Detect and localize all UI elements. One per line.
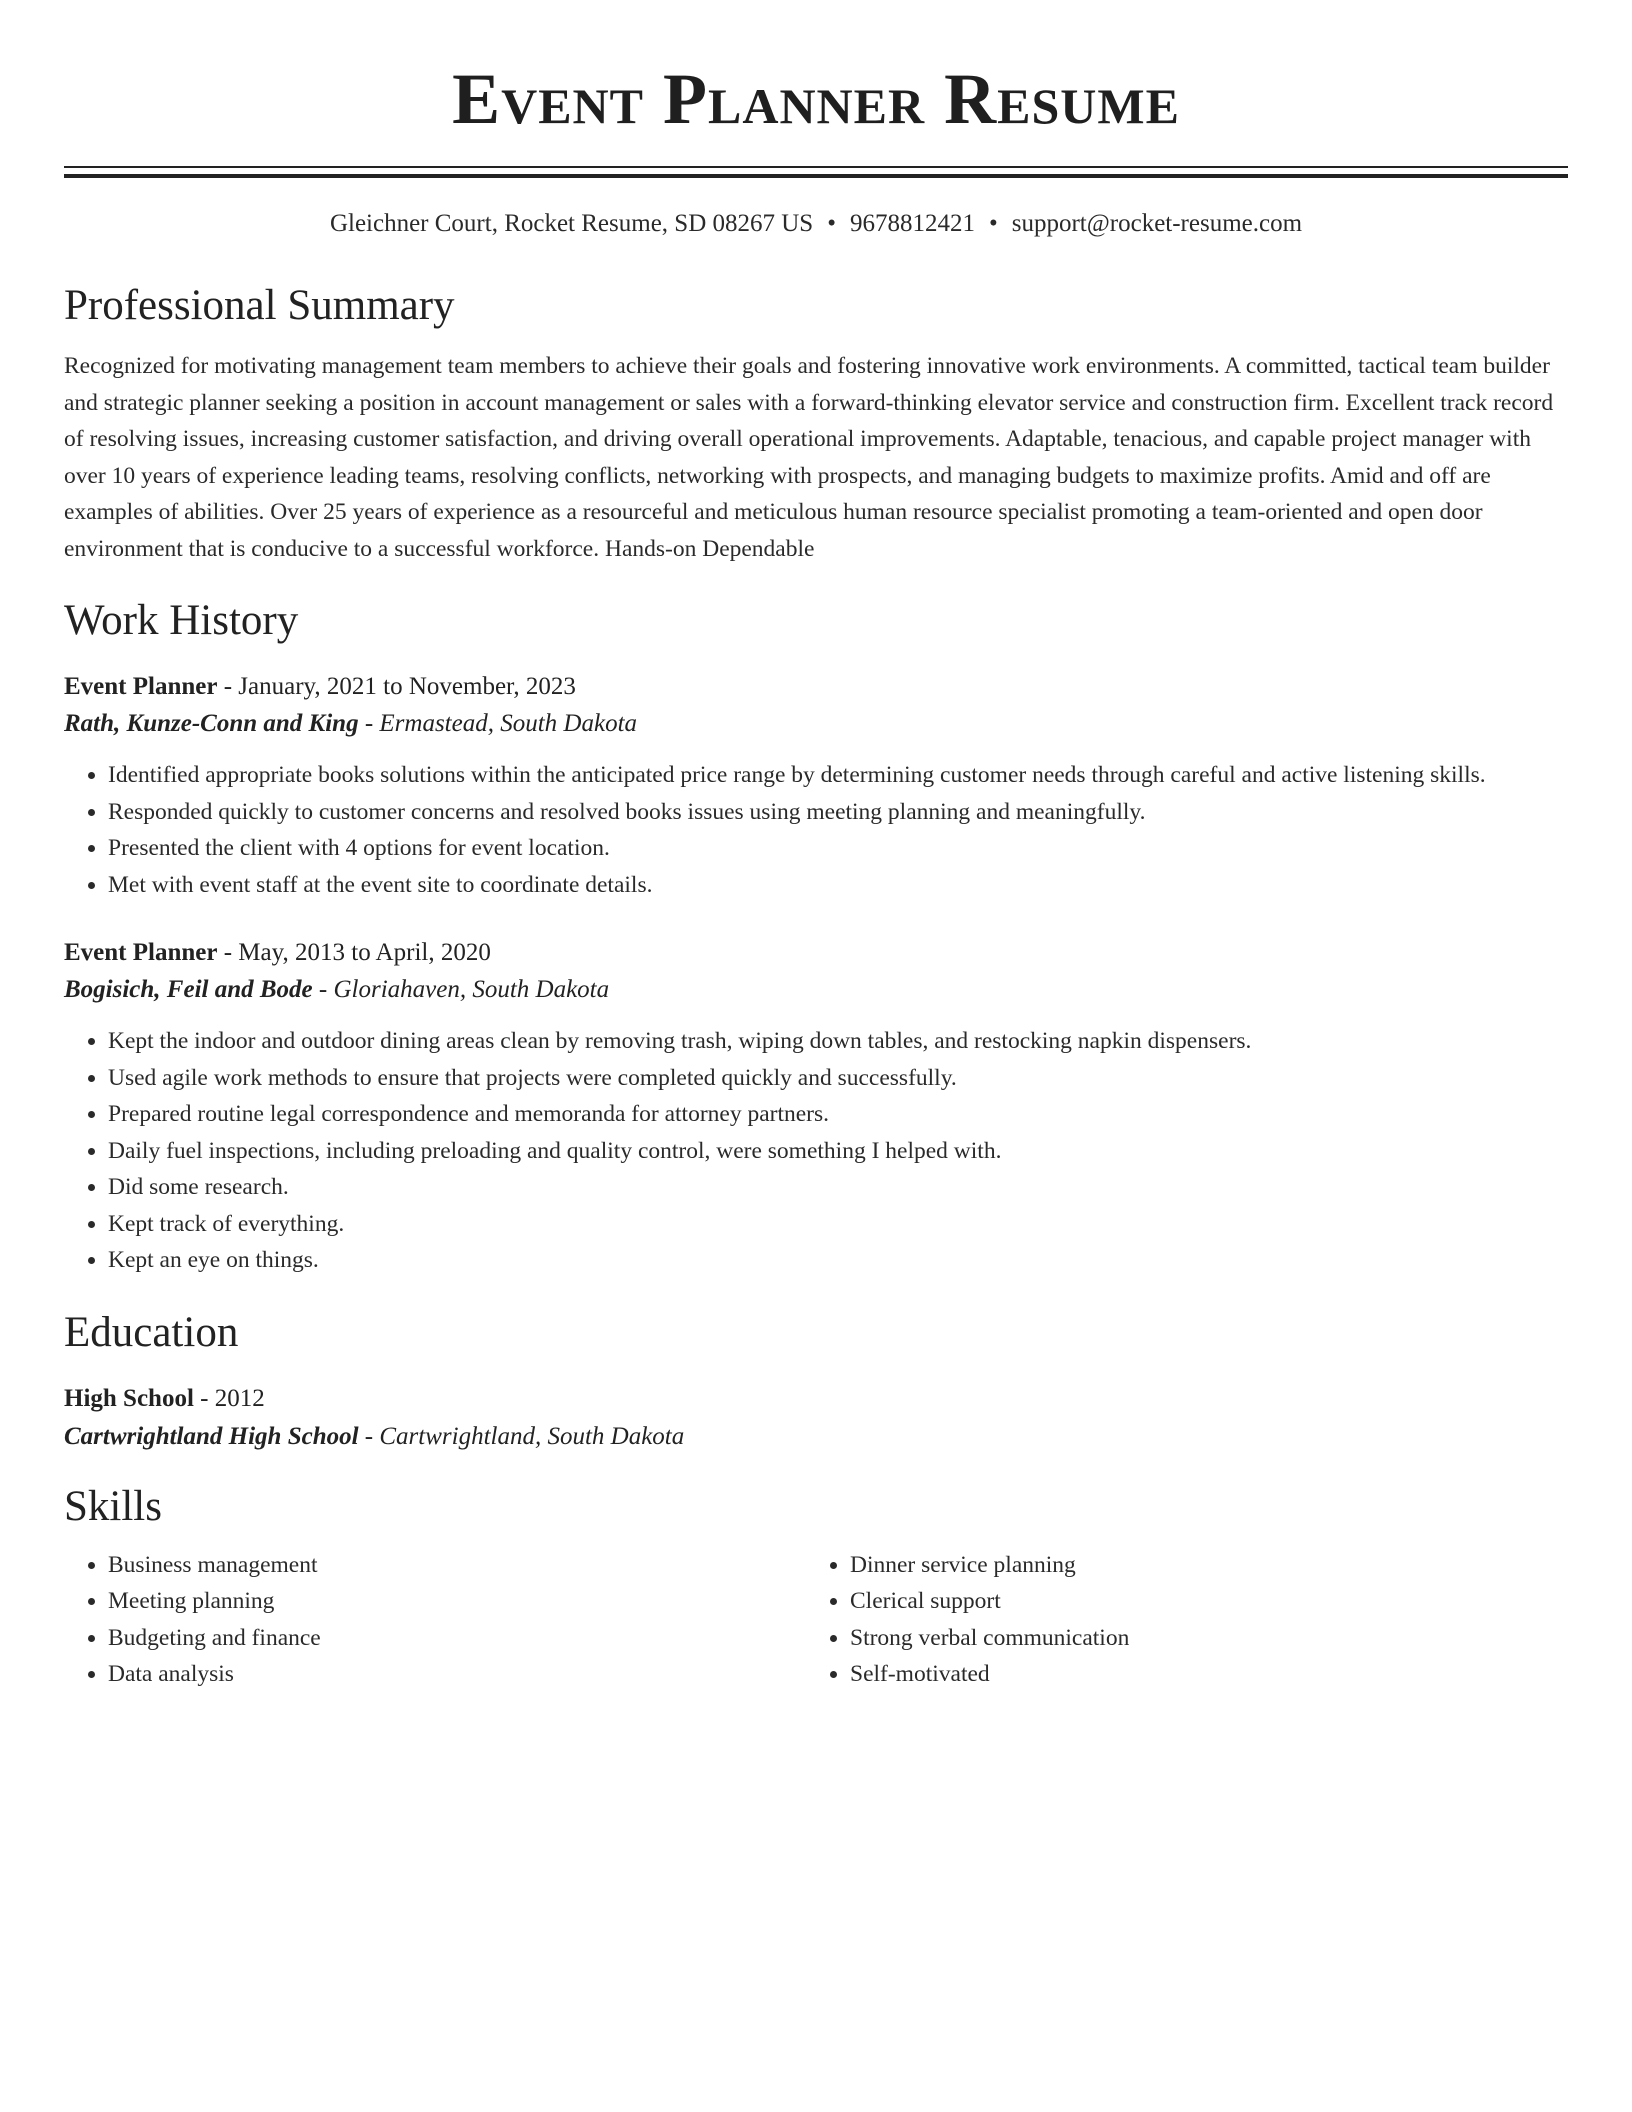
job-company-line [64, 705, 1568, 743]
job-dates: - May, 2013 to April, 2020 [217, 939, 491, 966]
list-item: • Responded quickly to customer concerns and resolved books issues using meeting planning and meaningfully. [108, 794, 1568, 831]
job-title-line [64, 669, 1568, 705]
skill-item: • Dinner service planning [850, 1547, 1548, 1584]
list-item: • Prepared routine legal correspondence and memoranda for attorney partners. [108, 1096, 1568, 1133]
list-item: • Kept the indoor and outdoor dining areas clean by removing trash, wiping down tables, and restocking napkin dispensers. [108, 1023, 1568, 1060]
job-title: Event Planner [64, 939, 218, 966]
skills-list-left [64, 1547, 806, 1693]
summary-text: Recognized for motivating management team members to achieve their goals and fostering innovative work environments. A committed, tactical team builder and strategic planner seeking a position in account management or sales with a forward-thinking elevator service and construction firm. Excellent track record of resolving issues, increasing customer satisfaction, and driving overall operational improvements. Adaptable, tenacious, and capable project manager with over 10 years of experience leading teams, resolving conflicts, networking with prospects, and managing budgets to maximize profits. Amid and off are examples of abilities. Over 25 years of experience as a resourceful and meticulous human resource specialist promoting a team-oriented and open door environment that is conducive to a successful workforce. Hands-on Dependable [64, 353, 1554, 562]
summary-heading: Professional Summary [64, 282, 455, 329]
contact-separator: • [827, 210, 836, 237]
job-location: - Gloriahaven, South Dakota [312, 976, 610, 1003]
list-item: • Used agile work methods to ensure that projects were completed quickly and successfully. [108, 1060, 1568, 1097]
skills-list-right [806, 1547, 1548, 1693]
education-school: Cartwrightland High School [64, 1422, 359, 1450]
job-dates: - January, 2021 to November, 2023 [217, 673, 576, 700]
list-item: • Identified appropriate books solutions within the anticipated price range by determining customer needs through careful and active listening skills. [108, 757, 1568, 794]
contact-line [64, 208, 1568, 240]
job-duties-list [64, 757, 1568, 903]
job-company-line [64, 971, 1568, 1009]
skill-item: • Data analysis [108, 1656, 806, 1693]
list-item: • Daily fuel inspections, including preloading and quality control, were something I helped with. [108, 1133, 1568, 1170]
list-item: • Presented the client with 4 options for event location. [108, 830, 1568, 867]
job-duties-list [64, 1023, 1568, 1279]
education-degree: High School [64, 1384, 194, 1412]
skills-heading: Skills [64, 1482, 162, 1530]
title-divider [64, 166, 1568, 178]
contact-address: Gleichner Court, Rocket Resume, SD 08267 US [329, 210, 814, 237]
job-company: Rath, Kunze-Conn and King [64, 710, 359, 737]
education-school-line [64, 1417, 1568, 1457]
job-company: Bogisich, Feil and Bode [64, 976, 313, 1003]
education-degree-line [64, 1381, 1568, 1417]
education-year: - 2012 [193, 1384, 265, 1412]
list-item: • Kept track of everything. [108, 1206, 1568, 1243]
resume-title: Event Planner Resume [452, 59, 1180, 139]
job-location: - Ermastead, South Dakota [358, 710, 638, 737]
list-item: • Did some research. [108, 1169, 1568, 1206]
skills-grid [64, 1547, 1568, 1693]
education-entry [64, 1381, 1568, 1457]
skill-item: • Meeting planning [108, 1583, 806, 1620]
contact-separator: • [988, 210, 998, 237]
list-item: • Met with event staff at the event site to coordinate details. [108, 867, 1568, 904]
education-heading: Education [64, 1308, 239, 1356]
skill-item: • Budgeting and finance [108, 1620, 806, 1657]
job-title-line [64, 935, 1568, 971]
work-history-heading: Work History [64, 597, 299, 644]
contact-phone: 9678812421 [849, 210, 975, 237]
job-entry [64, 935, 1568, 1279]
skill-item: • Strong verbal communication [850, 1620, 1548, 1657]
skill-item: • Business management [108, 1547, 806, 1584]
education-location: - Cartwrightland, South Dakota [358, 1422, 685, 1450]
contact-email: support@rocket-resume.com [1011, 210, 1303, 237]
job-title: Event Planner [64, 673, 218, 700]
list-item: • Kept an eye on things. [108, 1242, 1568, 1279]
job-entry [64, 669, 1568, 903]
skill-item: • Self-motivated [850, 1656, 1548, 1693]
skill-item: • Clerical support [850, 1583, 1548, 1620]
